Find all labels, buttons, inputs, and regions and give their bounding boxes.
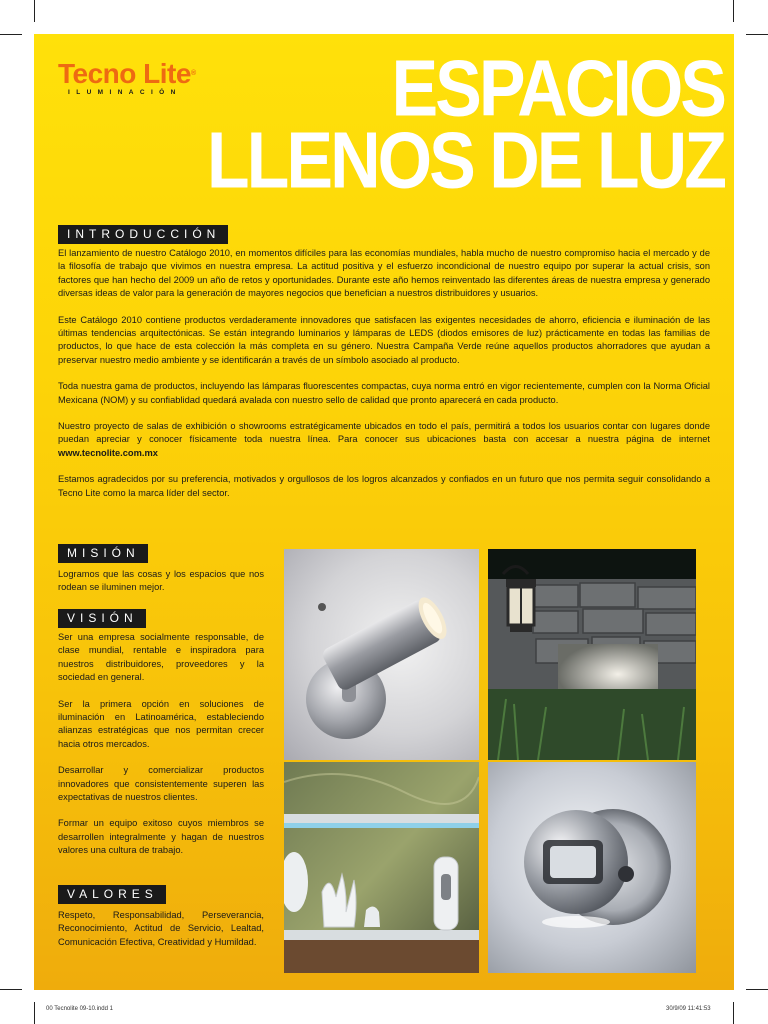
print-slug-datetime: 30/9/09 11:41:53: [666, 1006, 711, 1012]
intro-paragraph: Este Catálogo 2010 contiene productos verdaderamente innovadores que satisfacen las exigentes necesidades de ahorro, eficiencia e iluminación de las últimas tendencias arquitectónicas. Se están integrando luminarios y lámparas de LEDS (diodos emisores de luz) prácticamente en todas las familias de productos, lo que hace de esta colección la más completa en su género. Nuestra Campaña Verde reúne aquellos productos ahorradores que ayudan a preservar nuestro medio ambiente y se identificarán a través de un símbolo asociado al producto.: [58, 314, 710, 365]
photo-display-shelf: [284, 762, 479, 973]
logo-registered-mark: ®: [190, 70, 196, 77]
crop-mark: [34, 1002, 35, 1024]
headline-line-2: LLENOS DE LUZ: [206, 115, 724, 205]
valores-text: Respeto, Responsabilidad, Perseverancia, Reconocimiento, Actitud de Servicio, Lealtad, Comunicación Efectiva, Creatividad y Humildad.: [58, 910, 264, 947]
crop-mark: [746, 989, 768, 990]
valores-body: [58, 909, 264, 962]
print-slug-file: 00 Tecnolite 09-10.indd 1: [46, 1006, 113, 1012]
document-page: [34, 34, 734, 990]
vision-paragraph: Ser una empresa socialmente responsable, de clase mundial, rentable e inspiradora para nuestros distribuidores, proveedores y la sociedad en general.: [58, 632, 264, 683]
logo-name: Tecno Lite: [58, 58, 191, 89]
headline: [194, 43, 724, 205]
outdoor-lantern-illustration: [488, 549, 696, 760]
section-label-mision: MISIÓN: [58, 544, 148, 563]
vision-paragraph: Formar un equipo exitoso cuyos miembros se desarrollen integralmente y hagan de nuestros valores una cultura de trabajo.: [58, 818, 264, 856]
crop-mark: [733, 0, 734, 22]
introduccion-body: [58, 247, 710, 513]
headline-line-1: ESPACIOS: [391, 43, 724, 133]
crop-mark: [746, 34, 768, 35]
website-link[interactable]: www.tecnolite.com.mx: [58, 447, 158, 458]
section-label-vision: VISIÓN: [58, 609, 146, 628]
photo-wall-spotlight: [284, 549, 479, 760]
crop-mark: [0, 989, 22, 990]
showroom-text: Nuestro proyecto de salas de exhibición o showrooms estratégicamente ubicados en todo el país, permitirá a todos los usuarios contar con lugares donde puedan apreciar y conocer físicamente toda nuestra línea. Para conocer sus ubicaciones basta con accesar a nuestra página de internet: [58, 421, 710, 445]
display-shelf-illustration: [284, 762, 479, 973]
photo-round-sconce: [488, 762, 696, 973]
intro-paragraph-closing: Estamos agradecidos por su preferencia, motivados y orgullosos de los logros alcanzados y confiados en un futuro que nos permita seguir consolidando a Tecno Lite como la marca líder del sector.: [58, 474, 710, 498]
intro-paragraph: Toda nuestra gama de productos, incluyendo las lámparas fluorescentes compactas, cuya norma entró en vigor recientemente, cumplen con la Norma Oficial Mexicana (NOM) y su confiablidad quedará avalada con nuestro sello de calidad que pronto aparecerá en cada producto.: [58, 381, 710, 405]
vision-body: [58, 631, 264, 871]
vision-paragraph: Desarrollar y comercializar productos innovadores que consistentemente superen las expectativas de nuestros clientes.: [58, 765, 264, 803]
crop-mark: [34, 0, 35, 22]
mision-body: [58, 568, 264, 608]
round-sconce-illustration: [488, 762, 696, 973]
mision-text: Logramos que las cosas y los espacios que nos rodean se iluminen mejor.: [58, 569, 264, 593]
crop-mark: [0, 34, 22, 35]
intro-paragraph: El lanzamiento de nuestro Catálogo 2010, en momentos difíciles para las economías mundiales, habla mucho de nuestro compromiso hacia el mercado y de la filosofía de trabajo que vivimos en nuestra empresa. La actitud positiva y el esfuerzo incondicional de nuestro equipo por superar la actual crisis, son factores que han hecho del 2009 un año de retos y oportunidades. Durante este año hemos reinventado las diferentes áreas de nuestra empresa y generado diversas ideas de valor para la generación de mayores negocios que benefician a nuestros distribuidores y usuarios.: [58, 248, 710, 299]
section-label-valores: VALORES: [58, 885, 166, 904]
vision-paragraph: Ser la primera opción en soluciones de iluminación en Latinoamérica, estableciendo alianzas estratégicas que nos permitan crecer hacia otros mercados.: [58, 698, 264, 749]
section-label-introduccion: INTRODUCCIÓN: [58, 225, 228, 244]
crop-mark: [733, 1002, 734, 1024]
photo-outdoor-lantern: [488, 549, 696, 760]
intro-paragraph-showroom: [58, 420, 710, 460]
wall-spotlight-illustration: [284, 549, 479, 760]
logo-tagline: ILUMINACIÓN: [68, 89, 182, 96]
